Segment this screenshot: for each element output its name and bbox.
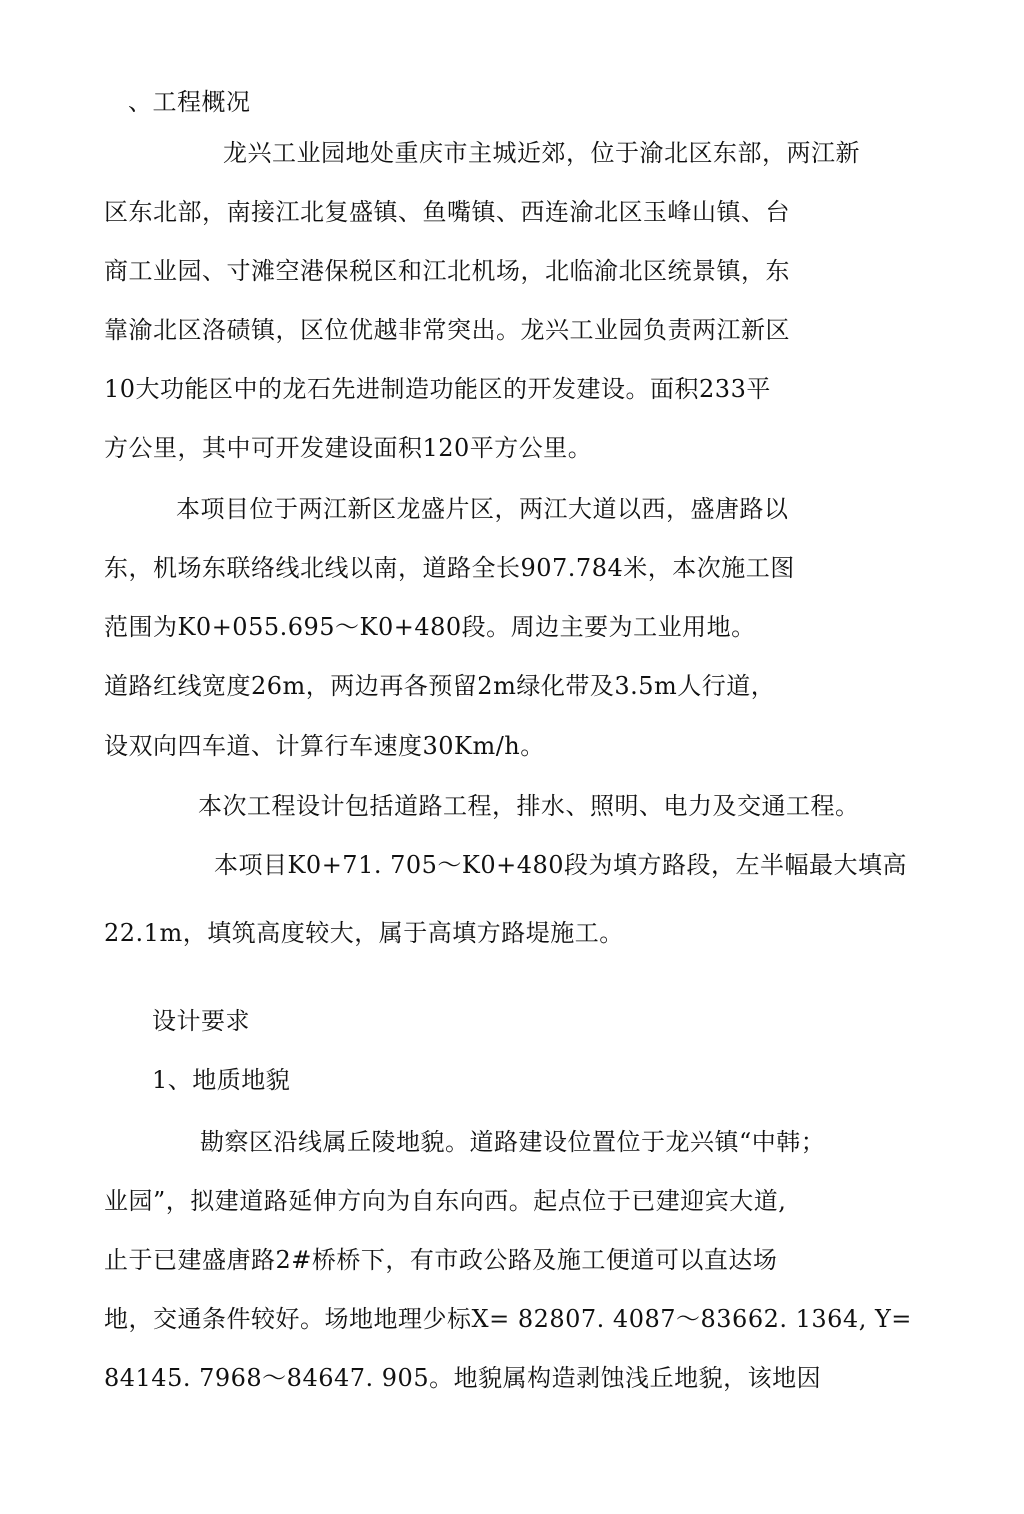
paragraph-4-line-1: 本项目K0+71. 705～K0+480段为填方路段，左半幅最大填高	[214, 851, 908, 879]
section-heading: 、工程概况	[128, 88, 251, 116]
paragraph-5-line-1: 勘察区沿线属丘陵地貌。道路建设位置位于龙兴镇“中韩；	[200, 1128, 826, 1156]
paragraph-4-line-2: 22.1m，填筑高度较大，属于高填方路堤施工。	[104, 919, 624, 947]
paragraph-1-line-3: 商工业园、寸滩空港保税区和江北机场，北临渝北区统景镇，东	[104, 257, 790, 285]
paragraph-2-line-1: 本项目位于两江新区龙盛片区，两江大道以西，盛唐路以	[176, 495, 789, 523]
design-requirements-heading: 设计要求	[152, 1007, 250, 1035]
paragraph-1-line-1: 龙兴工业园地处重庆市主城近郊，位于渝北区东部，两江新	[223, 139, 860, 167]
paragraph-2-line-2: 东，机场东联络线北线以南，道路全长907.784米，本次施工图	[104, 554, 795, 582]
paragraph-1-line-5: 10大功能区中的龙石先进制造功能区的开发建设。面积233平	[104, 375, 771, 403]
paragraph-5-line-4: 地，交通条件较好。场地地理少标X= 82807. 4087～83662. 1364, Y=	[104, 1305, 912, 1333]
paragraph-2-line-4: 道路红线宽度26m，两边再各预留2m绿化带及3.5m人行道，	[104, 672, 776, 700]
subsection-heading-geology: 1、地质地貌	[152, 1066, 291, 1094]
paragraph-3-line-1: 本次工程设计包括道路工程，排水、照明、电力及交通工程。	[198, 792, 860, 820]
paragraph-1-line-4: 靠渝北区洛碛镇，区位优越非常突出。龙兴工业园负责两江新区	[104, 316, 790, 344]
paragraph-5-line-2: 业园”，拟建道路延伸方向为自东向西。起点位于已建迎宾大道,	[104, 1187, 787, 1215]
paragraph-5-line-5: 84145. 7968～84647. 905。地貌属构造剥蚀浅丘地貌，该地因	[104, 1364, 822, 1392]
paragraph-2-line-5: 设双向四车道、计算行车速度30Km/h。	[104, 732, 545, 760]
paragraph-2-line-3: 范围为K0+055.695～K0+480段。周边主要为工业用地。	[104, 613, 756, 641]
paragraph-1-line-6: 方公里，其中可开发建设面积120平方公里。	[104, 434, 593, 462]
paragraph-5-line-3: 止于已建盛唐路2#桥桥下，有市政公路及施工便道可以直达场	[104, 1246, 778, 1274]
paragraph-1-line-2: 区东北部，南接江北复盛镇、鱼嘴镇、西连渝北区玉峰山镇、台	[104, 198, 790, 226]
